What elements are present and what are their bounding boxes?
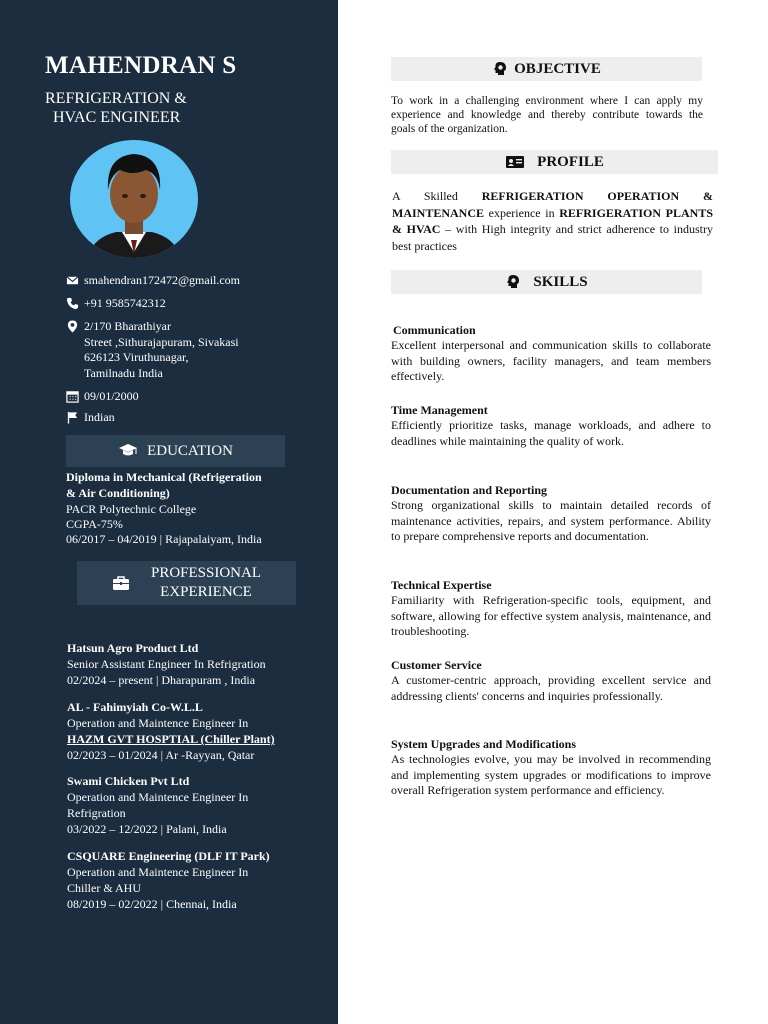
education-college: PACR Polytechnic College	[66, 502, 197, 516]
nationality-text: Indian	[84, 410, 115, 424]
head-bulb-icon	[505, 274, 521, 290]
job-dates: 02/2024 – present | Dharapuram , India	[67, 673, 256, 687]
job-dates: 03/2022 – 12/2022 | Palani, India	[67, 822, 227, 836]
job-title: Senior Assistant Engineer In Refrigration	[67, 657, 266, 671]
job-company: Swami Chicken Pvt Ltd	[67, 774, 190, 788]
address-line-1: 2/170 Bharathiyar	[84, 319, 171, 333]
objective-heading: OBJECTIVE	[391, 57, 702, 81]
email-icon	[66, 274, 79, 287]
skill-description: A customer-centric approach, providing excellent service and addressing clients' concerns and inquiries professionally.	[391, 673, 711, 703]
job-company: Hatsun Agro Product Ltd	[67, 641, 199, 655]
education-cgpa: CGPA-75%	[66, 517, 123, 531]
address-line-3: 626123 Viruthunagar,	[84, 350, 189, 364]
education-heading: EDUCATION	[66, 435, 285, 467]
skill-block	[391, 483, 711, 545]
objective-text: To work in a challenging environment where I can apply my experience and knowledge and thereby contribute towards the goals of the organization.	[391, 95, 703, 135]
id-card-icon	[505, 155, 525, 169]
location-icon	[66, 320, 79, 333]
skill-title: Documentation and Reporting	[391, 483, 548, 497]
skill-title: Technical Expertise	[391, 578, 492, 592]
flag-icon	[66, 411, 79, 424]
calendar-icon	[66, 390, 79, 403]
education-dates: 06/2017 – 04/2019 | Rajapalaiyam, India	[66, 532, 262, 546]
skill-description: Familiarity with Refrigeration-specific tools, equipment, and software, allowing for effective system analysis, maintenance, and troubleshooting.	[391, 593, 711, 638]
phone-text: +91 9585742312	[84, 296, 166, 310]
address-line-4: Tamilnadu India	[84, 365, 163, 380]
phone-icon	[66, 297, 79, 310]
job-dates: 08/2019 – 02/2022 | Chennai, India	[67, 897, 237, 911]
profile-text: A Skilled REFRIGERATION OPERATION & MAINTENANCE experience in REFRIGERATION PLANTS & HVAC – with High integrity and strict adherence to industry best practices	[392, 189, 714, 253]
candidate-role	[45, 89, 187, 127]
experience-heading-line2: EXPERIENCE	[160, 584, 252, 600]
head-bulb-icon	[492, 61, 508, 77]
skill-block	[391, 403, 711, 449]
job-company: CSQUARE Engineering (DLF IT Park)	[67, 849, 270, 863]
experience-heading	[77, 561, 296, 605]
job-site-link[interactable]: HAZM GVT HOSPTIAL (Chiller Plant)	[67, 732, 275, 746]
candidate-name: MAHENDRAN S	[45, 52, 237, 79]
role-line-2: HVAC ENGINEER	[53, 109, 181, 126]
profile-photo	[70, 140, 198, 258]
skill-title: System Upgrades and Modifications	[391, 737, 577, 751]
job-title: Operation and Maintence Engineer In	[67, 790, 249, 804]
skill-description: Strong organizational skills to maintain detailed records of maintenance activities, repairs, and system performance. Ability to prepare comprehensive reports and documentation.	[391, 498, 711, 543]
main-content	[338, 0, 768, 1024]
education-degree: Diploma in Mechanical (Refrigeration & Air Conditioning)	[66, 470, 262, 500]
skill-title: Time Management	[391, 403, 488, 417]
skill-block	[391, 737, 711, 799]
skill-title: Customer Service	[391, 658, 482, 672]
skill-description: As technologies evolve, you may be involved in recommending and implementing system upgrades or modifications to improve overall Refrigeration system performance and efficiency.	[391, 752, 711, 797]
job-title: Chiller & AHU	[67, 881, 141, 895]
job-title: Operation and Maintence Engineer In	[67, 865, 249, 879]
address-line-2: Street ,Sithurajapuram, Sivakasi	[84, 334, 239, 349]
graduation-cap-icon	[118, 443, 138, 459]
skill-title: Communication	[393, 323, 476, 337]
job-dates: 02/2023 – 01/2024 | Ar -Rayyan, Qatar	[67, 748, 255, 762]
skill-block	[391, 323, 711, 385]
job-company: AL - Fahimyiah Co-W.L.L	[67, 700, 203, 714]
profile-heading: PROFILE	[391, 150, 718, 174]
experience-heading-line1: PROFESSIONAL	[150, 565, 262, 581]
dob-text: 09/01/2000	[84, 389, 139, 403]
role-line-1: REFRIGERATION &	[45, 90, 187, 107]
briefcase-icon	[112, 575, 130, 591]
job-title: Refrigration	[67, 806, 126, 820]
skills-heading: SKILLS	[391, 270, 702, 294]
avatar	[70, 140, 198, 258]
email-text: smahendran172472@gmail.com	[84, 273, 241, 287]
skill-description: Efficiently prioritize tasks, manage workloads, and adhere to deadlines while maintaining the quality of work.	[391, 418, 711, 448]
sidebar	[0, 0, 338, 1024]
skill-block	[391, 578, 711, 640]
skill-block	[391, 658, 711, 704]
job-title: Operation and Maintence Engineer In	[67, 716, 249, 730]
skill-description: Excellent interpersonal and communication skills to collaborate with building owners, facility managers, and team members effectively.	[391, 338, 711, 383]
